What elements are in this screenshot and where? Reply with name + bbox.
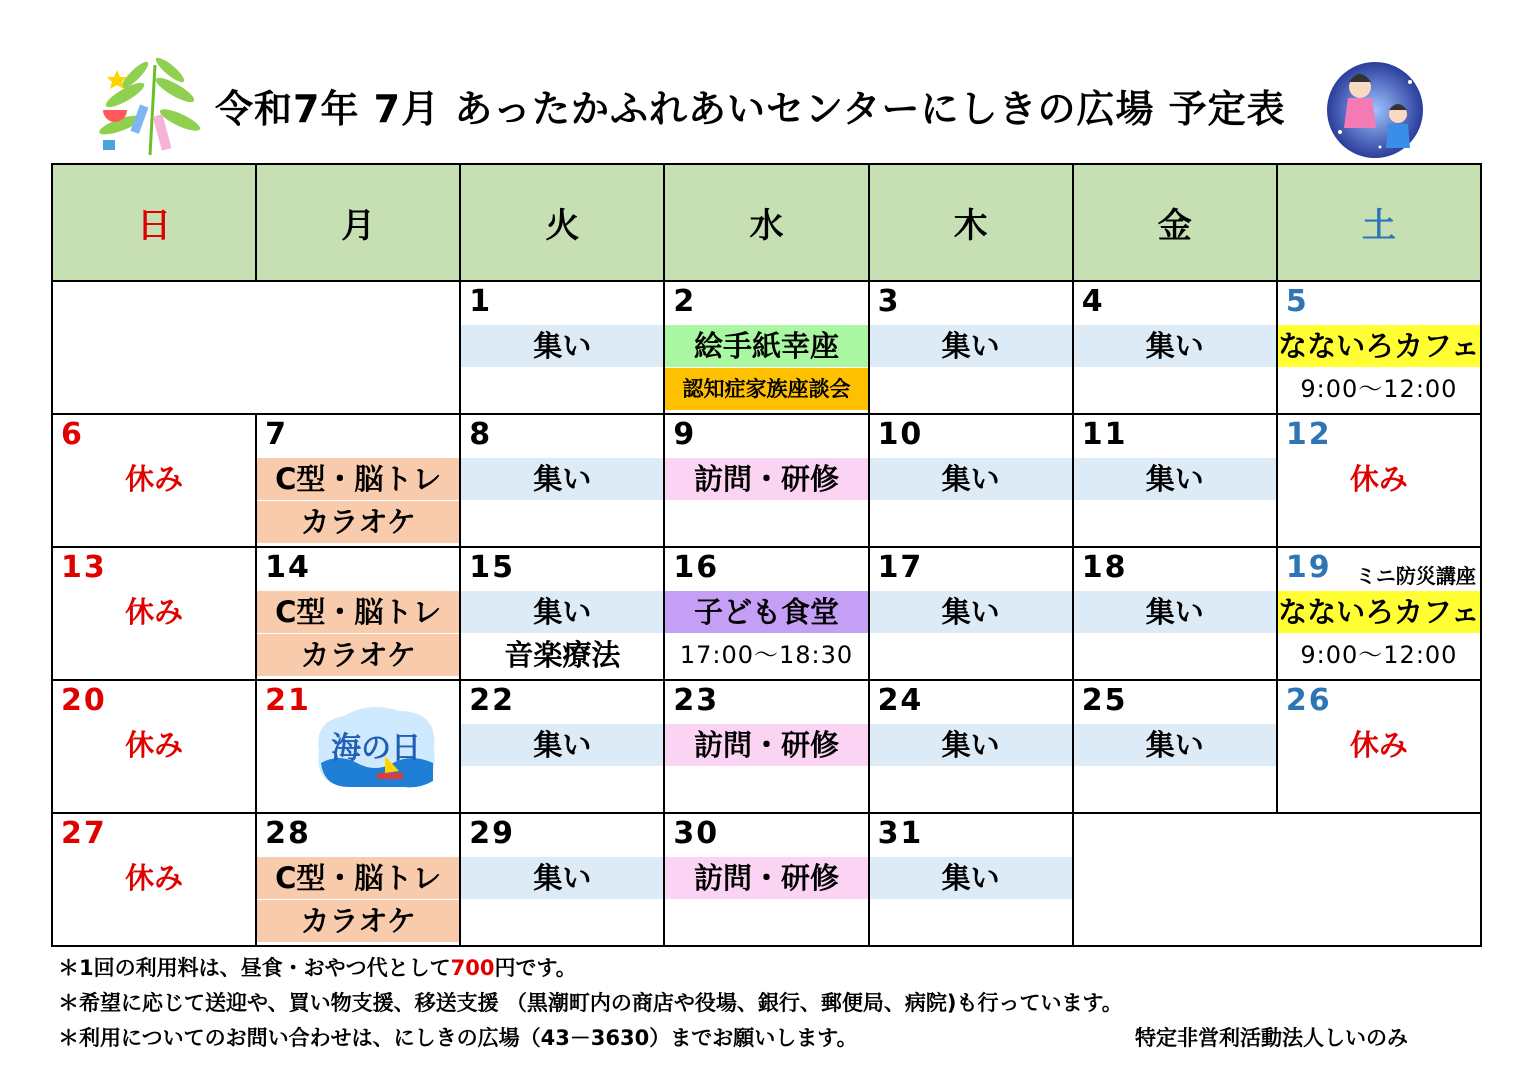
day-cell — [1073, 680, 1277, 813]
day-number: 3 — [877, 284, 901, 319]
event-label: 休み — [125, 595, 184, 629]
day-number: 9 — [673, 417, 697, 452]
day-number: 20 — [61, 683, 107, 718]
event-label: 17:00～18:30 — [679, 641, 854, 669]
day-cell — [52, 813, 256, 946]
event-label: 集い — [870, 857, 1072, 899]
event-label: 9:00～12:00 — [1300, 375, 1458, 403]
event-label: 9:00～12:00 — [1300, 641, 1458, 669]
event-label: なないろカフェ — [1278, 325, 1480, 367]
day-number: 10 — [877, 417, 924, 452]
weekday-sat: 土 — [1277, 164, 1481, 281]
day-number: 18 — [1081, 550, 1128, 585]
day-cell — [869, 547, 1073, 680]
week-row — [52, 680, 1481, 813]
day-number: 1 — [469, 284, 493, 319]
day-cell — [460, 281, 664, 414]
day-cell — [1277, 281, 1481, 414]
day-cell — [256, 547, 460, 680]
week-row — [52, 813, 1481, 946]
day-number: 11 — [1081, 417, 1128, 452]
day-number: 28 — [265, 816, 311, 851]
tanabata-bamboo-icon — [95, 55, 205, 165]
event-label: カラオケ — [257, 634, 459, 676]
day-cell — [1073, 281, 1277, 414]
week-row — [52, 281, 1481, 414]
day-number: 21 — [265, 683, 311, 718]
umi-no-hi-text: 海の日 — [331, 731, 422, 766]
event-label: 集い — [461, 857, 663, 899]
day-number: 26 — [1285, 683, 1332, 718]
event-label: 集い — [1074, 325, 1276, 367]
week-row — [52, 414, 1481, 547]
day-cell — [1277, 414, 1481, 547]
day-cell — [52, 547, 256, 680]
day-cell — [460, 813, 664, 946]
fee-amount: 700 — [450, 956, 495, 980]
event-label: C型・脳トレ — [257, 458, 459, 500]
day-number: 7 — [265, 417, 289, 452]
weekday-tue: 火 — [460, 164, 664, 281]
day-note: ミニ防災講座 — [1355, 564, 1476, 588]
event-label: 休み — [1349, 728, 1408, 762]
event-label: なないろカフェ — [1278, 591, 1480, 633]
event-label: カラオケ — [257, 900, 459, 942]
event-label: 絵手紙幸座 — [665, 325, 867, 367]
day-number: 16 — [673, 550, 720, 585]
day-number: 19 — [1285, 550, 1332, 585]
day-cell — [1277, 547, 1481, 680]
day-number: 5 — [1285, 284, 1309, 319]
event-label: 集い — [870, 325, 1072, 367]
day-cell — [1277, 680, 1481, 813]
event-label: 休み — [125, 462, 184, 496]
day-number: 27 — [61, 816, 107, 851]
event-label: カラオケ — [257, 501, 459, 543]
event-label: 訪問・研修 — [665, 857, 867, 899]
page-title: 令和7年 7月 あったかふれあいセンターにしきの広場 予定表 — [215, 87, 1286, 131]
day-cell — [664, 813, 868, 946]
day-cell — [460, 680, 664, 813]
day-cell — [869, 281, 1073, 414]
event-label: 休み — [1349, 462, 1408, 496]
event-label: 集い — [870, 591, 1072, 633]
weekday-fri: 金 — [1073, 164, 1277, 281]
umi-no-hi-icon — [309, 701, 444, 796]
day-number: 15 — [469, 550, 516, 585]
weekday-wed: 水 — [664, 164, 868, 281]
day-number: 13 — [61, 550, 107, 585]
event-label: C型・脳トレ — [257, 857, 459, 899]
day-number: 23 — [673, 683, 720, 718]
day-number: 31 — [877, 816, 924, 851]
empty-cell — [1073, 813, 1481, 946]
day-cell — [869, 813, 1073, 946]
day-cell — [256, 680, 460, 813]
day-cell — [664, 547, 868, 680]
footer-fee-note: ＊1回の利用料は、昼食・おやつ代として700円です。 — [58, 956, 577, 980]
day-cell — [664, 680, 868, 813]
day-cell — [52, 414, 256, 547]
day-cell — [664, 414, 868, 547]
weekday-mon: 月 — [256, 164, 460, 281]
event-label: 訪問・研修 — [665, 458, 867, 500]
event-label: 認知症家族座談会 — [665, 368, 867, 410]
day-number: 17 — [877, 550, 924, 585]
day-number: 4 — [1081, 284, 1105, 319]
day-cell — [869, 680, 1073, 813]
event-label: 子ども食堂 — [665, 591, 867, 633]
day-number: 30 — [673, 816, 720, 851]
event-label: 集い — [870, 458, 1072, 500]
day-number: 12 — [1285, 417, 1332, 452]
day-cell — [52, 680, 256, 813]
weekday-header-row — [52, 164, 1481, 281]
week-row — [52, 547, 1481, 680]
weekday-sun: 日 — [52, 164, 256, 281]
event-label: 休み — [125, 728, 184, 762]
event-label: 訪問・研修 — [665, 724, 867, 766]
empty-cell — [52, 281, 460, 414]
day-number: 25 — [1081, 683, 1128, 718]
calendar-table — [51, 163, 1482, 947]
event-label: C型・脳トレ — [257, 591, 459, 633]
event-label: 集い — [461, 591, 663, 633]
day-cell — [869, 414, 1073, 547]
event-label: 集い — [870, 724, 1072, 766]
organization-name: 特定非営利活動法人しいのみ — [1135, 1026, 1408, 1050]
day-cell — [460, 414, 664, 547]
footer-contact-note: ＊利用についてのお問い合わせは、にしきの広場（43－3630）までお願いします。 — [58, 1026, 858, 1050]
day-number: 2 — [673, 284, 697, 319]
event-label: 休み — [125, 861, 184, 895]
day-cell — [1073, 547, 1277, 680]
day-cell — [664, 281, 868, 414]
orihime-hikoboshi-icon — [1320, 52, 1430, 162]
event-label: 集い — [461, 325, 663, 367]
event-label: 音楽療法 — [504, 638, 621, 672]
day-number: 22 — [469, 683, 516, 718]
day-cell — [256, 414, 460, 547]
event-label: 集い — [1074, 458, 1276, 500]
event-label: 集い — [1074, 724, 1276, 766]
day-number: 8 — [469, 417, 493, 452]
day-cell — [1073, 414, 1277, 547]
event-label: 集い — [1074, 591, 1276, 633]
day-number: 29 — [469, 816, 516, 851]
event-label: 集い — [461, 458, 663, 500]
day-cell — [256, 813, 460, 946]
event-label: 集い — [461, 724, 663, 766]
day-cell — [460, 547, 664, 680]
footer-service-note: ＊希望に応じて送迎や、買い物支援、移送支援 （黒潮町内の商店や役場、銀行、郵便局、病院)も行っています。 — [58, 991, 1123, 1015]
weekday-thu: 木 — [869, 164, 1073, 281]
day-number: 14 — [265, 550, 311, 585]
day-number: 24 — [877, 683, 924, 718]
day-number: 6 — [61, 417, 84, 452]
